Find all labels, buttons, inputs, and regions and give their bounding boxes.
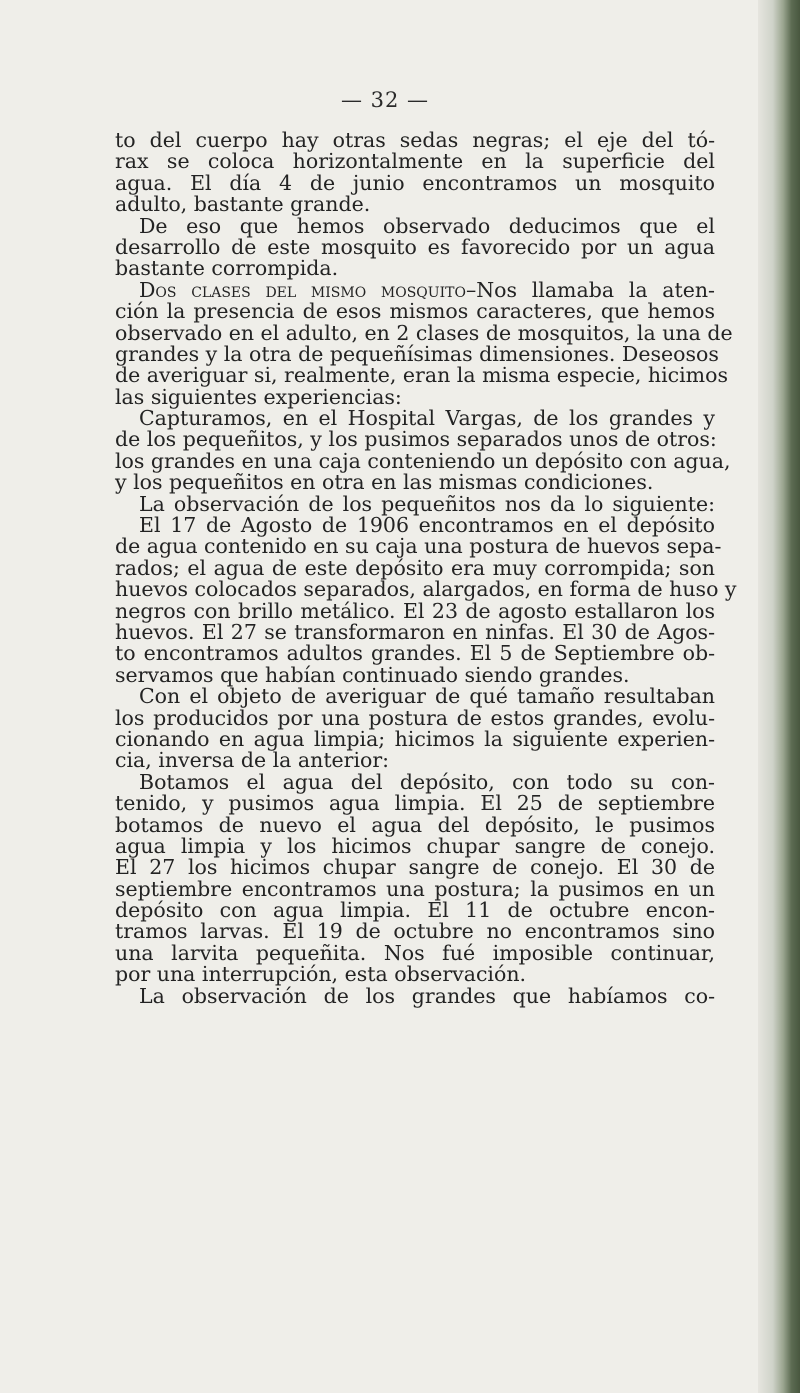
text-line: cia, inversa de la anterior: (115, 748, 390, 773)
text-line: rados; el agua de este depósito era muy corrompida; son (115, 555, 715, 580)
text-line: grandes y la otra de pequeñísimas dimensiones. Deseosos (115, 341, 719, 366)
text-line: agua. El día 4 de junio encontramos un mosquito (115, 170, 715, 195)
text-line: por una interrupción, esta observación. (115, 962, 527, 987)
text-line: y los pequeñitos en otra en las mismas condiciones. (115, 470, 654, 495)
text-line: Con el objeto de averiguar de qué tamaño resultaban (139, 684, 715, 709)
text-line: de averiguar si, realmente, eran la misma especie, hicimos (115, 363, 728, 388)
text-line: ción la presencia de esos mismos caracteres, que hemos (115, 299, 715, 324)
text-line: bastante corrompida. (115, 256, 339, 281)
page-edge (758, 0, 800, 1393)
text-line: septiembre encontramos una postura; la pusimos en un (115, 876, 715, 901)
text-line: De eso que hemos observado deducimos que el (139, 213, 715, 238)
text-line: El 27 los hicimos chupar sangre de conejo. El 30 de (115, 855, 715, 880)
text-line: rax se coloca horizontalmente en la superficie del (115, 149, 715, 174)
text-line: tramos larvas. El 19 de octubre no encontramos sino (115, 919, 715, 944)
text-line: depósito con agua limpia. El 11 de octubre encon- (115, 898, 715, 923)
text-line: Botamos el agua del depósito, con todo su con- (139, 769, 715, 794)
text-line: desarrollo de este mosquito es favorecido por un agua (115, 234, 715, 259)
text-line: tenido, y pusimos agua limpia. El 25 de septiembre (115, 791, 715, 816)
text-line: negros con brillo metálico. El 23 de agosto estallaron los (115, 598, 715, 623)
text-line: las siguientes experiencias: (115, 384, 402, 409)
text-line: servamos que habían continuado siendo grandes. (115, 662, 630, 687)
text-line: El 17 de Agosto de 1906 encontramos en el depósito (139, 513, 715, 538)
text-line: de agua contenido en su caja una postura de huevos sepa- (115, 534, 722, 559)
text-line: Dos clases del mismo mosquito–Nos llamaba la aten- (139, 277, 715, 302)
text-line: La observación de los grandes que habíamos co- (139, 983, 715, 1008)
text-line: to del cuerpo hay otras sedas negras; el eje del tó- (115, 128, 715, 152)
text-line: La observación de los pequeñitos nos da lo siguiente: (139, 491, 715, 516)
text-line: agua limpia y los hicimos chupar sangre de conejo. (115, 833, 715, 858)
text-line: adulto, bastante grande. (115, 192, 371, 217)
text-line: una larvita pequeñita. Nos fué imposible continuar, (115, 940, 715, 965)
text-line: cionando en agua limpia; hicimos la siguiente experien- (115, 726, 715, 751)
text-line: de los pequeñitos, y los pusimos separados unos de otros: (115, 427, 717, 452)
page-number: — 32 — (340, 88, 430, 112)
text-line: huevos. El 27 se transformaron en ninfas. El 30 de Agos- (115, 619, 715, 644)
text-line: huevos colocados separados, alargados, en forma de huso y (115, 577, 737, 602)
section-heading: Dos clases del mismo mosquito (139, 277, 466, 302)
body-text (115, 128, 737, 1008)
text-line: observado en el adulto, en 2 clases de mosquitos, la una de (115, 320, 733, 345)
text-line: botamos de nuevo el agua del depósito, le pusimos (115, 812, 715, 837)
text-line: los grandes en una caja conteniendo un depósito con agua, (115, 448, 731, 473)
text-line: Capturamos, en el Hospital Vargas, de los grandes y (139, 406, 715, 431)
text-line: to encontramos adultos grandes. El 5 de Septiembre ob- (115, 641, 715, 666)
text-line: los producidos por una postura de estos grandes, evolu- (115, 705, 715, 730)
